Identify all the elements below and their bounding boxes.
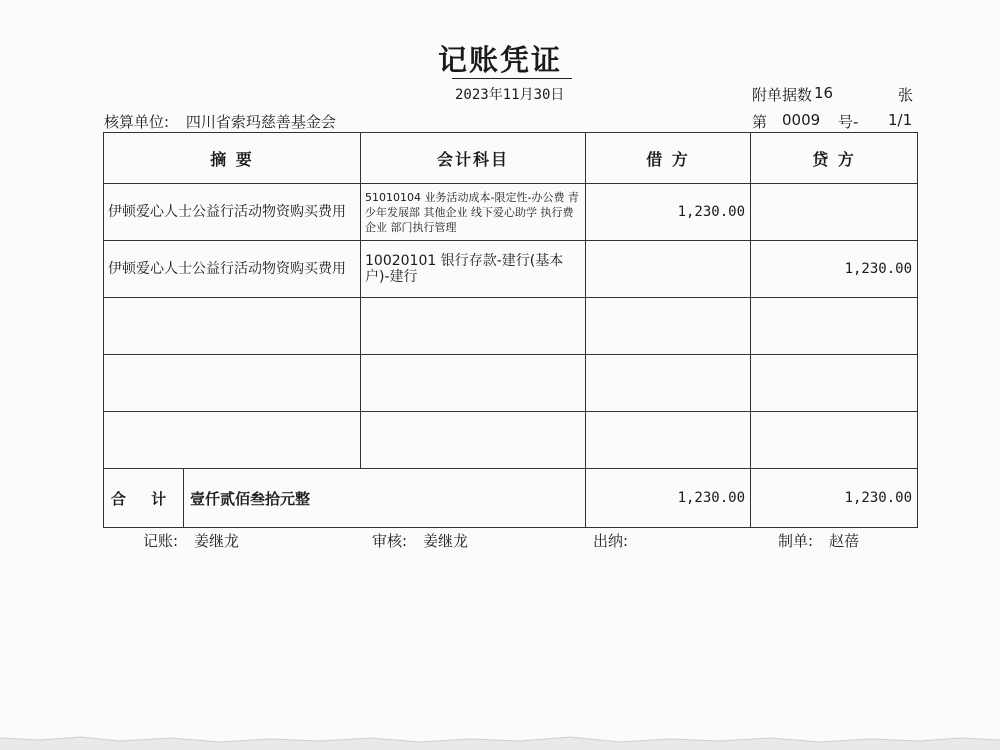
torn-edge [0, 720, 1000, 750]
row-summary: 伊顿爱心人士公益行活动物资购买费用 [104, 241, 361, 298]
row-debit [586, 241, 751, 298]
row-credit [751, 184, 918, 241]
attachments-unit: 张 [898, 86, 914, 104]
bookkeeper-label: 记账: [143, 532, 179, 550]
total-amount-in-words: 壹仟贰佰叁拾元整 [184, 469, 586, 528]
voucher-number [752, 111, 914, 131]
cashier-label: 出纳: [593, 532, 629, 550]
total-label: 合 计 [104, 469, 184, 528]
attachments-count: 16 [814, 84, 834, 102]
empty-cell [361, 412, 586, 469]
number-prefix: 第 [752, 113, 768, 131]
voucher-table [103, 132, 918, 528]
row-account: 51010104 业务活动成本-限定性-办公费 青少年发展部 其他企业 线下爱心助学 执行费 企业 部门执行管理 [361, 184, 586, 241]
empty-row [104, 412, 918, 469]
table-row [104, 184, 918, 241]
col-header-account: 会计科目 [361, 133, 586, 184]
empty-row [104, 355, 918, 412]
table-header-row [104, 133, 918, 184]
row-account: 10020101 银行存款-建行(基本户)-建行 [361, 241, 586, 298]
title-underline [452, 78, 572, 79]
row-summary: 伊顿爱心人士公益行活动物资购买费用 [104, 184, 361, 241]
empty-cell [586, 412, 751, 469]
empty-cell [361, 298, 586, 355]
page-indicator: 1/1 [888, 111, 913, 129]
total-row [104, 469, 918, 528]
empty-cell [751, 298, 918, 355]
number-value: 0009 [782, 111, 821, 129]
empty-cell [751, 355, 918, 412]
row-credit: 1,230.00 [751, 241, 918, 298]
total-debit: 1,230.00 [586, 469, 751, 528]
empty-cell [586, 298, 751, 355]
reviewer-label: 审核: [372, 532, 408, 550]
preparer-label: 制单: [778, 532, 814, 550]
table-row [104, 241, 918, 298]
reviewer-name: 姜继龙 [423, 532, 469, 550]
signers-row [0, 530, 1000, 554]
voucher-title: 记账凭证 [437, 43, 562, 77]
col-header-summary: 摘 要 [104, 133, 361, 184]
unit-label: 核算单位: [104, 113, 170, 131]
bookkeeper-name: 姜继龙 [194, 532, 240, 550]
col-header-credit: 贷 方 [751, 133, 918, 184]
number-suffix: 号- [838, 113, 859, 131]
empty-cell [586, 355, 751, 412]
voucher-date: 2023年11月30日 [455, 87, 565, 103]
total-credit: 1,230.00 [751, 469, 918, 528]
empty-cell [361, 355, 586, 412]
accounting-unit [104, 111, 336, 132]
preparer-name: 赵蓓 [829, 532, 860, 550]
unit-name: 四川省索玛慈善基金会 [185, 113, 336, 131]
attachments-label: 附单据数 [752, 86, 813, 104]
empty-cell [104, 412, 361, 469]
empty-cell [104, 298, 361, 355]
row-debit: 1,230.00 [586, 184, 751, 241]
empty-cell [751, 412, 918, 469]
empty-cell [104, 355, 361, 412]
col-header-debit: 借 方 [586, 133, 751, 184]
empty-row [104, 298, 918, 355]
